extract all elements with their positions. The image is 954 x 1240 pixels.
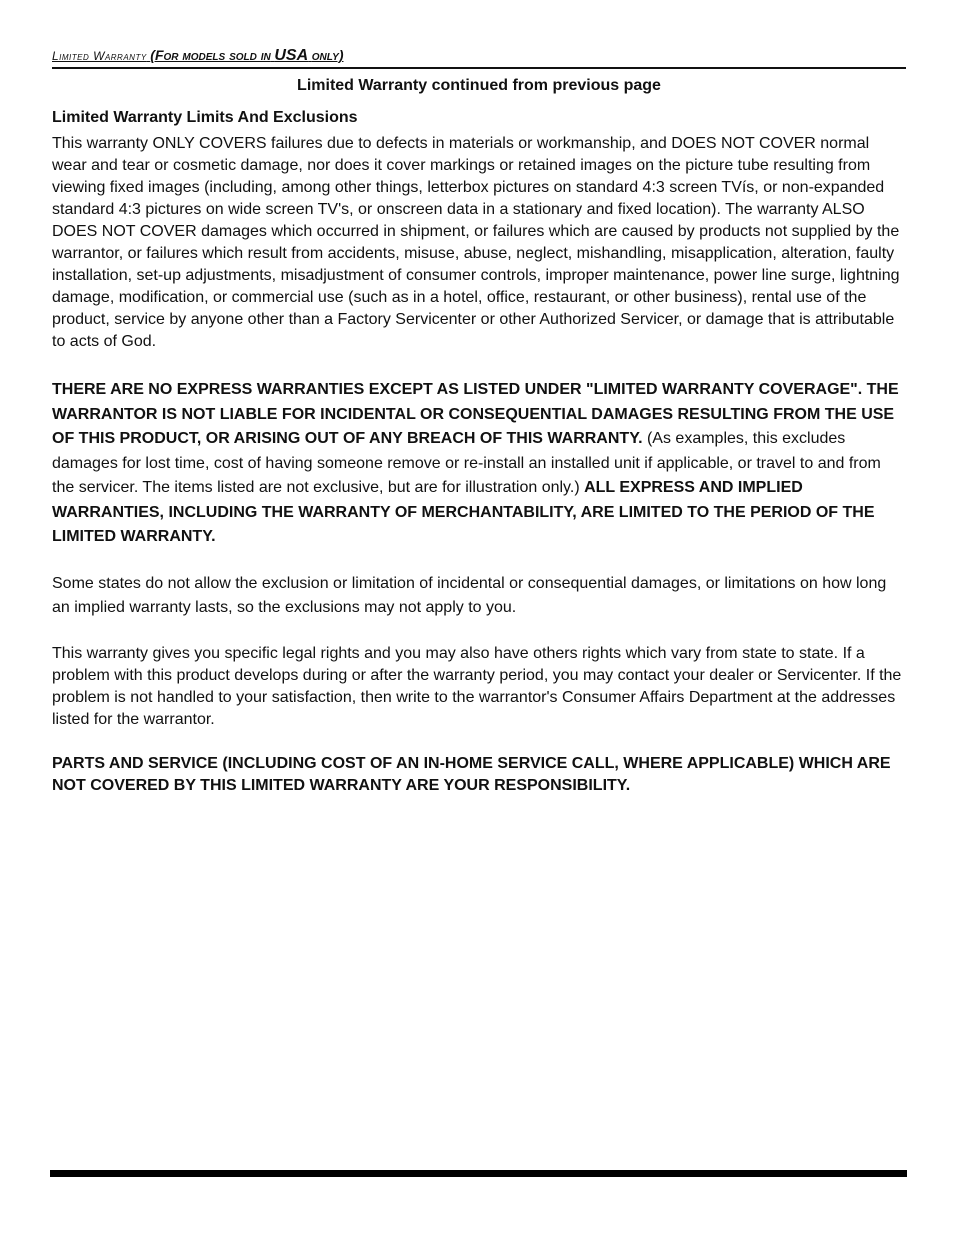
states-paragraph: Some states do not allow the exclusion or limitation of incidental or consequential damages, or limitations on how long an implied warranty lasts, so the exclusions may not apply to you.	[52, 574, 887, 616]
express-warranties-bold-end: ALL EXPRESS AND IMPLIED WARRANTIES, INCLUDING THE WARRANTY OF MERCHANTABILITY, ARE LIMITED TO THE PERIOD OF THE LIMITED WARRANTY.	[52, 479, 875, 545]
express-warranties-block	[52, 378, 906, 550]
footer-rule	[50, 1170, 907, 1177]
header-country: USA	[274, 47, 309, 64]
exclusions-paragraph: This warranty ONLY COVERS failures due to defects in materials or workmanship, and DOES NOT COVER normal wear and tear or cosmetic damage, nor does it cover markings or retained images on the picture tube resulting from viewing fixed images (including, among other things, letterbox pictures on standard 4:3 screen TVís, or non-expanded standard 4:3 pictures on wide screen TV's, or onscreen data in a stationary and fixed location). The warranty ALSO DOES NOT COVER damages which occurred in shipment, or failures which are caused by products not supplied by the warrantor, or failures which result from accidents, misuse, abuse, neglect, mishandling, misapplication, alteration, faulty installation, set-up adjustments, misadjustment of consumer controls, improper maintenance, power line surge, lightning damage, modification, or commercial use (such as in a hotel, office, restaurant, or other business), rental use of the product, service by anyone other than a Factory Servicenter or other Authorized Servicer, or damage that is attributable to acts of God.	[52, 135, 900, 350]
page-header	[52, 44, 906, 69]
legal-rights-paragraph: This warranty gives you specific legal rights and you may also have others rights which vary from state to state. If a problem with this product develops during or after the warranty period, you may contact your dealer or Servicenter. If the problem is not handled to your satisfaction, then write to the warrantor's Consumer Affairs Department at the addresses listed for the warrantor.	[52, 644, 902, 728]
header-scope: (For models sold in	[150, 47, 271, 63]
header-title: Limited Warranty	[52, 49, 147, 63]
header-scope-end: only)	[311, 47, 344, 63]
document-page	[52, 44, 906, 797]
section-title: Limited Warranty Limits And Exclusions	[52, 109, 358, 126]
parts-service-notice: PARTS AND SERVICE (INCLUDING COST OF AN IN-HOME SERVICE CALL, WHERE APPLICABLE) WHICH ARE NOT COVERED BY THIS LIMITED WARRANTY ARE YOUR RESPONSIBILITY.	[52, 754, 891, 794]
continued-note: Limited Warranty continued from previous page	[297, 77, 661, 94]
express-warranties-examples: (As examples, this excludes damages for lost time, cost of having someone remove or re-install an installed unit if applicable, or travel to and from the servicer. The items listed are not exclusive, but are for illustration only.)	[52, 430, 881, 496]
express-warranties-bold-start: THERE ARE NO EXPRESS WARRANTIES EXCEPT AS LISTED UNDER "LIMITED WARRANTY COVERAGE". THE WARRANTOR IS NOT LIABLE FOR INCIDENTAL OR CONSEQUENTIAL DAMAGES RESULTING FROM THE USE OF THIS PRODUCT, OR ARISING OUT OF ANY BREACH OF THIS WARRANTY.	[52, 381, 899, 447]
